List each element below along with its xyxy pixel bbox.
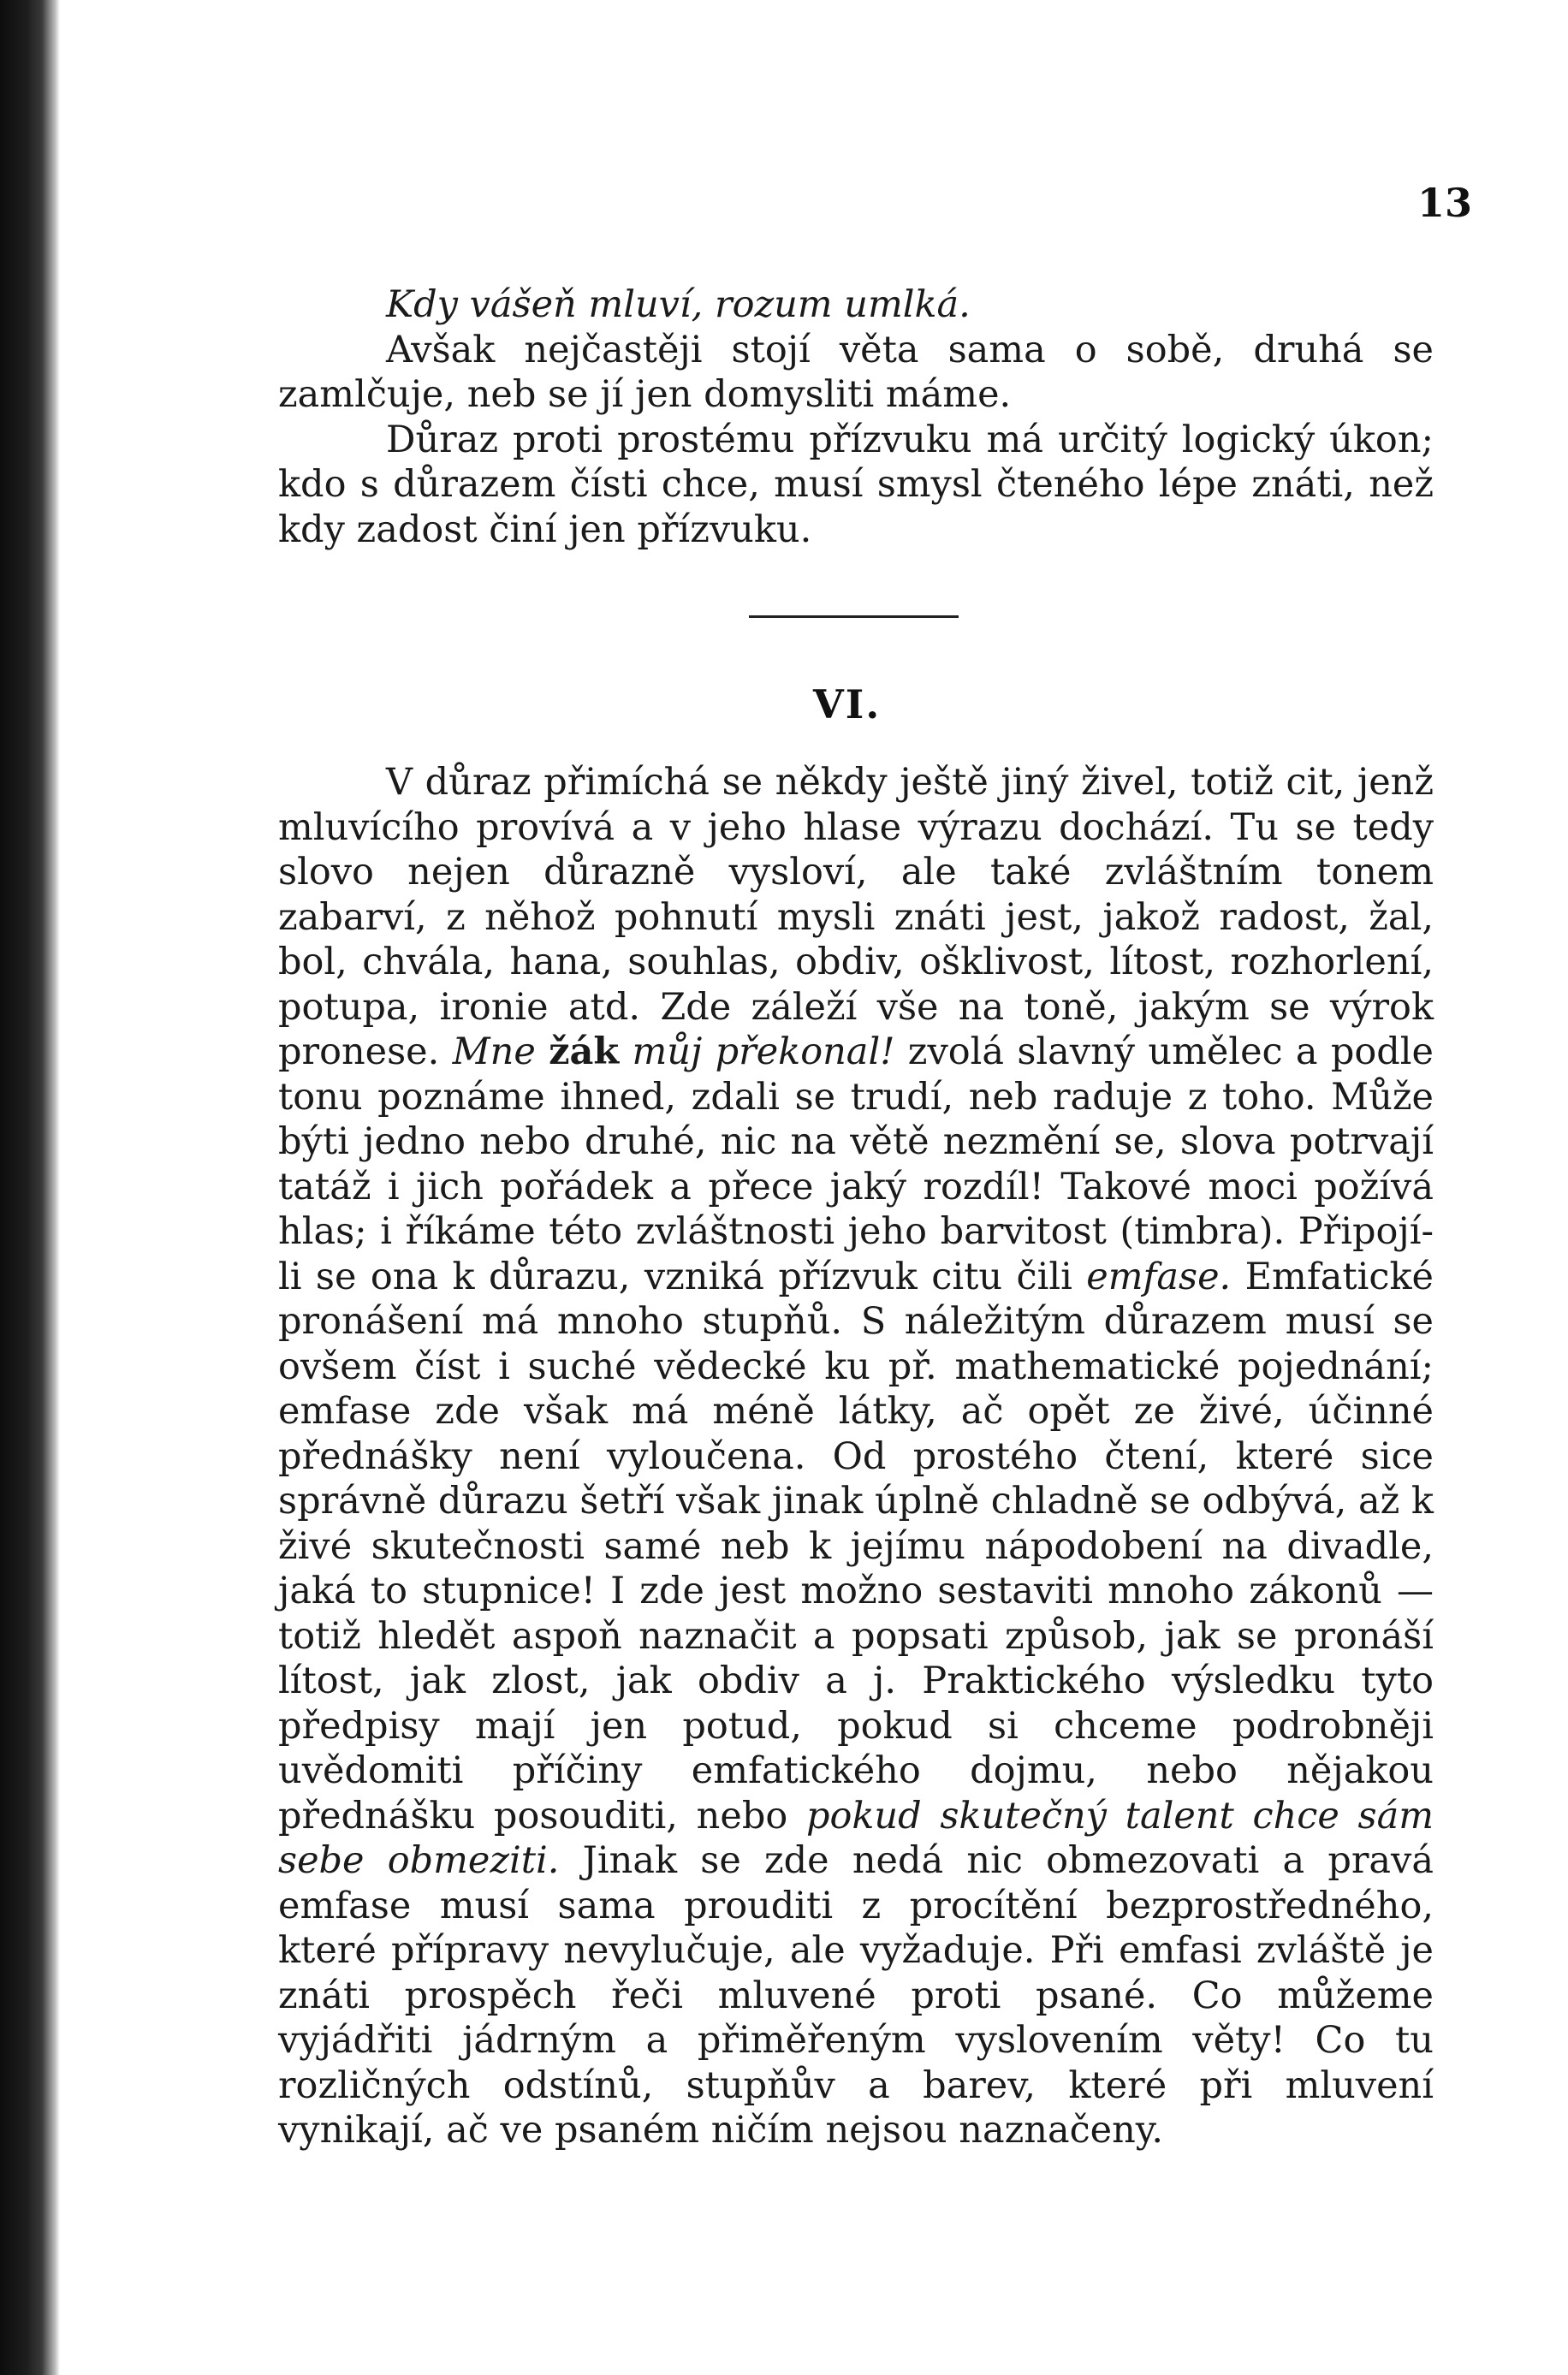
text-run: Důraz proti prostému přízvuku má určitý logický úkon; kdo s důrazem čísti chce, musí smysl čteného lépe znáti, než kdy zadost činí jen přízvuku. [278,418,1434,551]
italic-text: Kdy vášeň mluví, rozum umlká. [386,283,971,326]
paragraph [278,760,1434,2153]
book-page [60,0,1568,2375]
section-heading: VI. [813,681,882,727]
italic-text: můj překonal! [619,1030,895,1073]
paragraph [278,418,1434,553]
paragraph [278,328,1434,418]
italic-text: Mne [452,1030,549,1073]
text-run: Jinak se zde nedá nic obmezovati a pravá emfase musí sama prouditi z procítění bezprostředného, které přípravy nevylučuje, ale vyžaduje. Při emfasi zvláště je znáti prospěch řeči mluvené proti psané. Co můžeme vyjádřiti jádrným a přiměřeným vyslovením věty! Co tu rozličných odstínů, stupňův a barev, které při mluvení vynikají, ač ve psaném ničím nejsou naznačeny. [278,1839,1434,2152]
text-block-top [278,282,1434,552]
text-run: zvolá slavný umělec a podle tonu poznáme ihned, zdali se trudí, neb raduje z toho. Může býti jedno nebo druhé, nic na větě nezmění se, slova potrvají tatáž i jich pořádek a přece jaký rozdíl! Takové moci požívá hlas; i říkáme této zvláštnosti jeho barvitost (timbra). Připojí-li se ona k důrazu, vzniká přízvuk citu čili [278,1030,1434,1298]
italic-text: emfase. [1086,1255,1232,1298]
book-spine-shadow [0,0,60,2375]
page-number: 13 [1417,180,1472,226]
paragraph [278,282,1434,328]
section-divider-rule [749,615,959,618]
text-run: V důraz přimíchá se někdy ještě jiný živel, totiž cit, jenž mluvícího provívá a v jeho hlase výrazu dochází. Tu se tedy slovo nejen důrazně vysloví, ale také zvláštním tonem zabarví, z něhož pohnutí mysli znáti jest, jakož radost, žal, bol, chvála, hana, souhlas, obdiv, ošklivost, lítost, rozhorlení, potupa, ironie atd. Zde záleží vše na toně, jakým se výrok pronese. [278,761,1434,1073]
italic-text: pokud skutečný talent chce sám sebe obmeziti. [278,1794,1434,1882]
text-block-section-vi [278,760,1434,2153]
text-run: Emfatické pronášení má mnoho stupňů. S náležitým důrazem musí se ovšem číst i suché vědecké ku př. mathematické pojednání; emfase zde však má méně látky, ač opět ze živé, účinné přednášky není vyloučena. Od prostého čtení, které sice správně důrazu šetří však jinak úplně chladně se odbývá, až k živé skutečnosti samé neb k jejímu nápodobení na divadle, jaká to stupnice! I zde jest možno sestaviti mnoho zákonů — totiž hledět aspoň naznačit a popsati způsob, jak se pronáší lítost, jak zlost, jak obdiv a j. Praktického výsledku tyto předpisy mají jen potud, pokud si chceme podrobněji uvědomiti příčiny emfatického dojmu, nebo nějakou přednášku posouditi, nebo [278,1255,1434,1838]
bold-text: žák [549,1030,620,1073]
text-run: Avšak nejčastěji stojí věta sama o sobě, druhá se zamlčuje, neb se jí jen domysliti máme. [278,328,1434,416]
